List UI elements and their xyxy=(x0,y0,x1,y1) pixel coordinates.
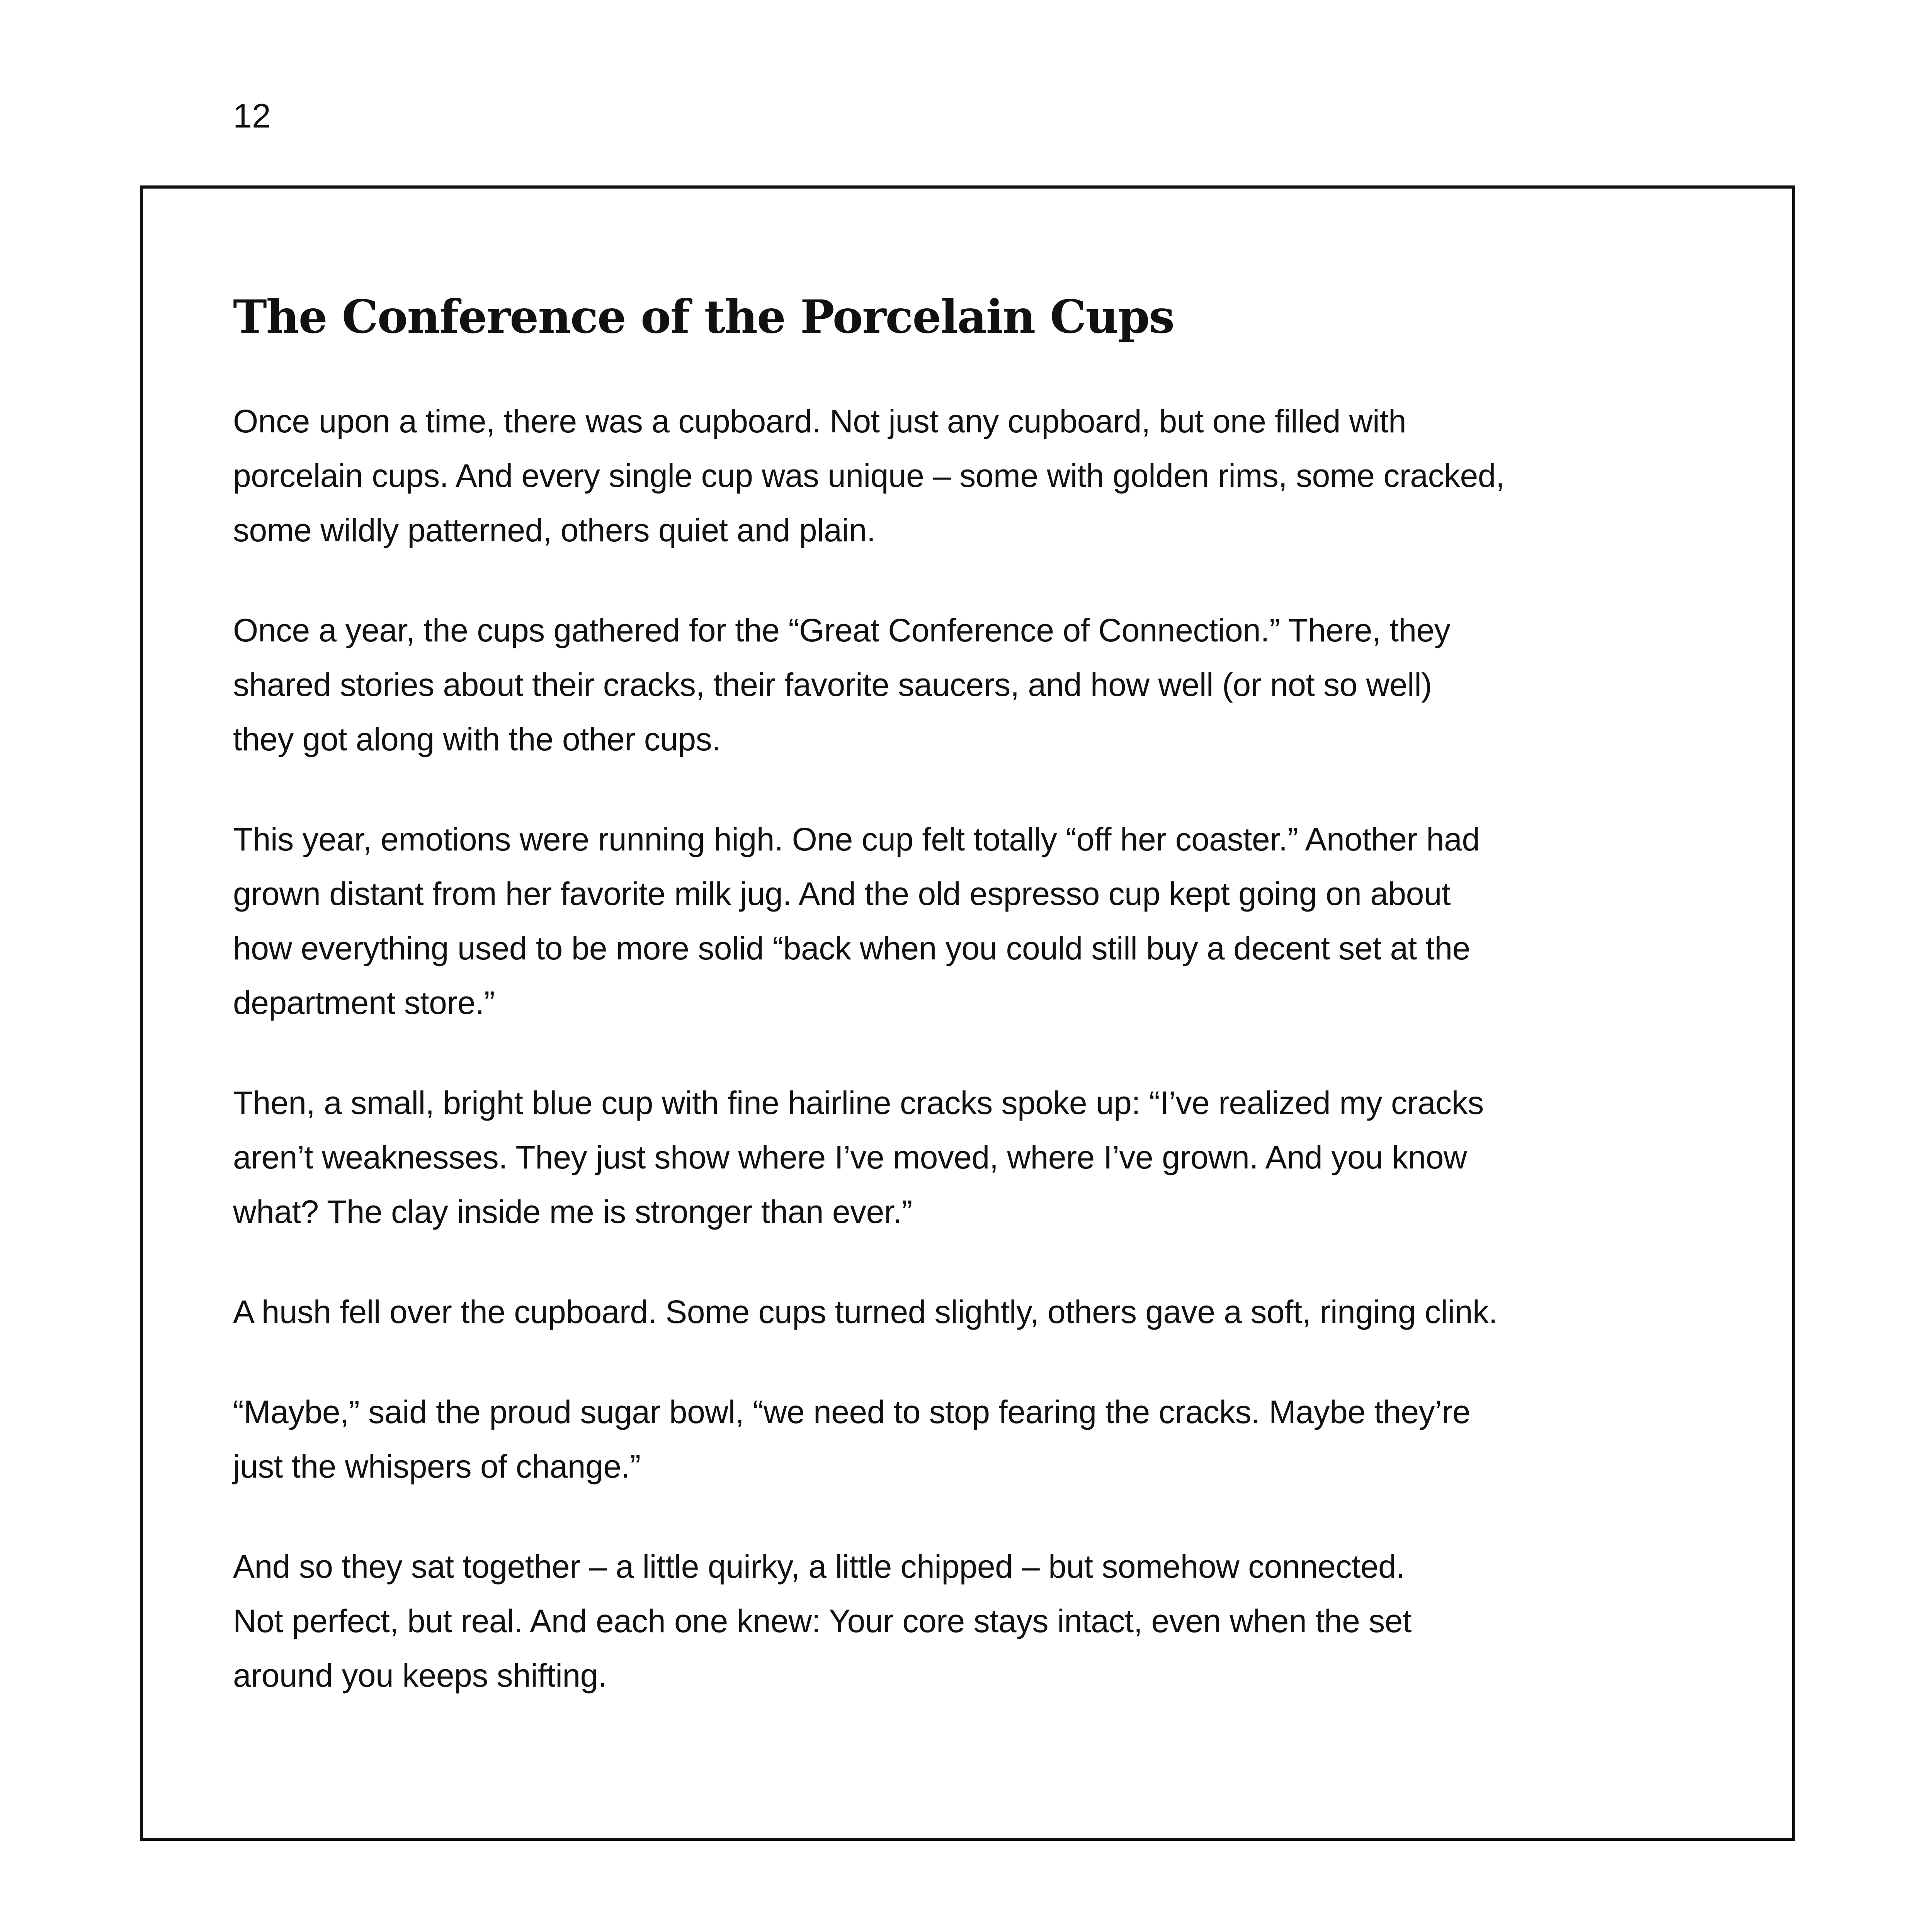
page-number: 12 xyxy=(233,97,271,135)
story-paragraph: Once upon a time, there was a cupboard. Not just any cupboard, but one filled with porcelain cups. And every single cup was unique – some with golden rims, some cracked, some wildly patterned, others quiet and plain. xyxy=(233,403,1505,548)
story-paragraph: A hush fell over the cupboard. Some cups turned slightly, others gave a soft, ringing clink. xyxy=(233,1294,1498,1330)
story-content xyxy=(233,288,1694,1748)
story-paragraph: Then, a small, bright blue cup with fine hairline cracks spoke up: “I’ve realized my cracks aren’t weaknesses. They just show where I’ve moved, where I’ve grown. And you know what? The clay inside me is stronger than ever.” xyxy=(233,1085,1484,1230)
story-paragraph: This year, emotions were running high. One cup felt totally “off her coaster.” Another had grown distant from her favorite milk jug. And the old espresso cup kept going on about how everything used to be more solid “back when you could still buy a decent set at the department store.” xyxy=(233,821,1480,1021)
story-paragraph: Once a year, the cups gathered for the “Great Conference of Connection.” There, they shared stories about their cracks, their favorite saucers, and how well (or not so well) they got along with the other cups. xyxy=(233,612,1451,757)
story-title: The Conference of the Porcelain Cups xyxy=(233,290,1174,344)
story-paragraph: And so they sat together – a little quirky, a little chipped – but somehow connected. Not perfect, but real. And each one knew: Your core stays intact, even when the set around you keeps shifting. xyxy=(233,1548,1412,1694)
story-paragraph: “Maybe,” said the proud sugar bowl, “we need to stop fearing the cracks. Maybe they’re just the whispers of change.” xyxy=(233,1394,1470,1485)
